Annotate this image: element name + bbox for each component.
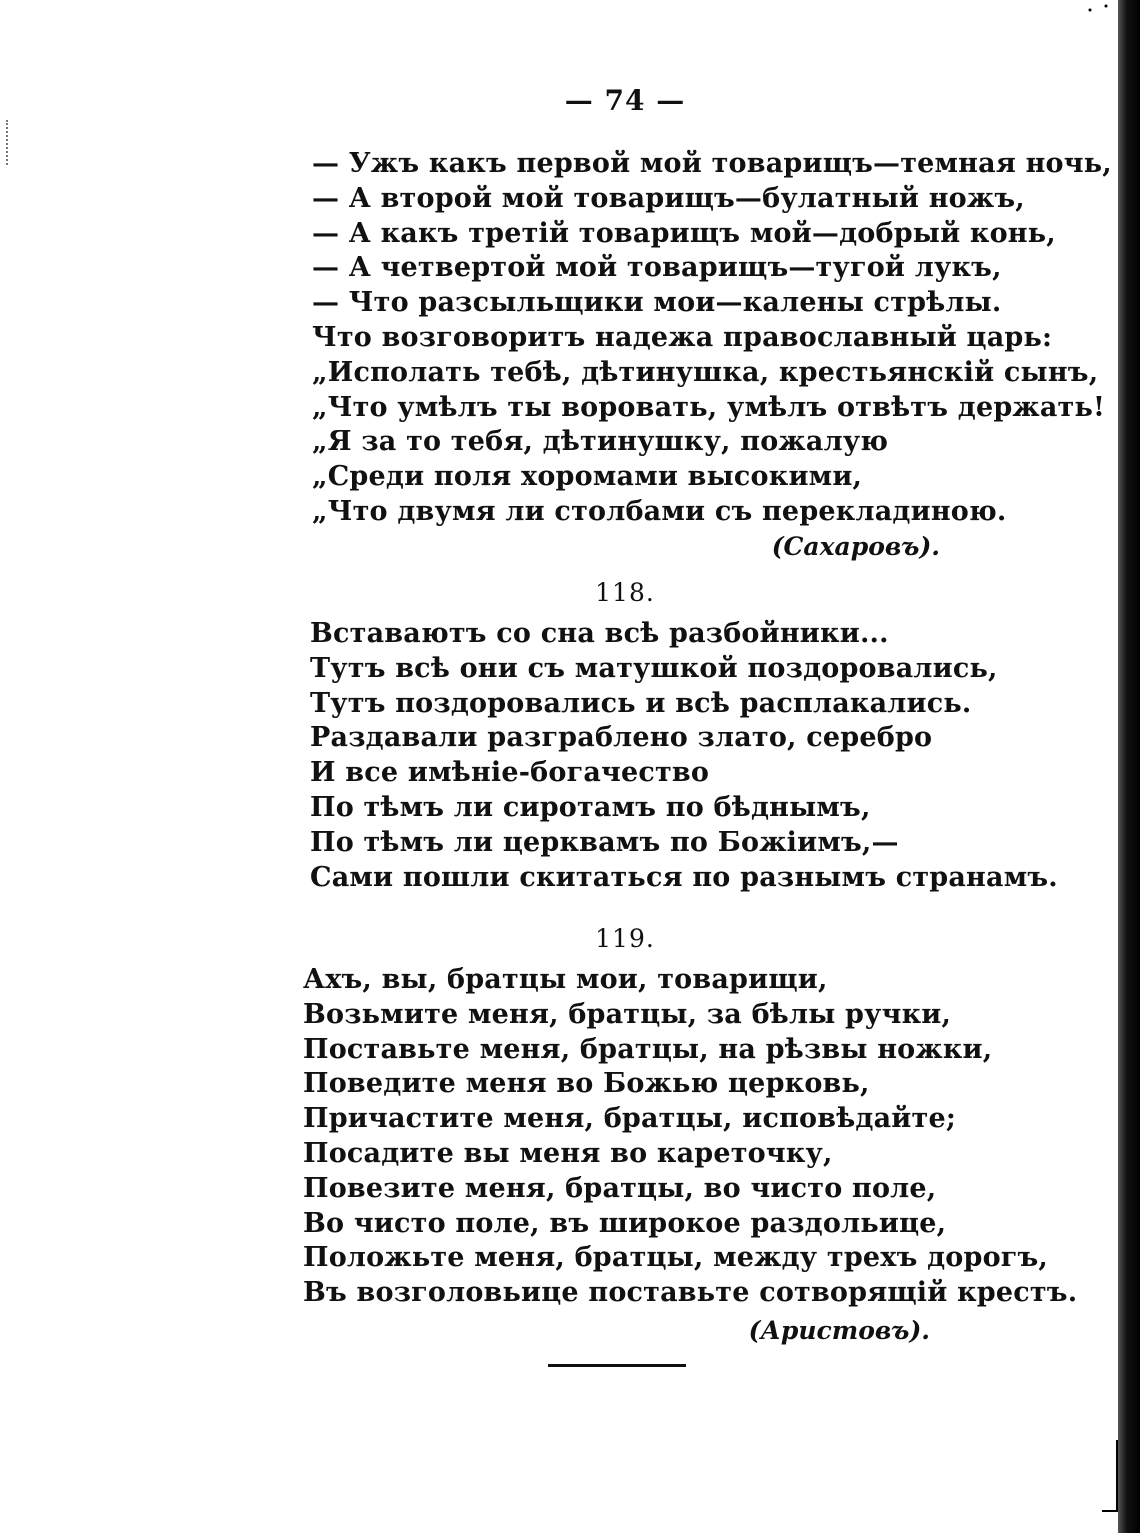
poem-line: „Я за то тебя, дѣтинушку, пожалую bbox=[312, 426, 889, 458]
poem-line: Повезите меня, братцы, во чисто поле, bbox=[303, 1172, 937, 1204]
scan-edge-specks bbox=[1078, 0, 1118, 20]
poem-line: — Ужъ какъ первой мой товарищъ—темная ночь, bbox=[312, 148, 1112, 179]
poem-line: Причастите меня, братцы, исповѣдайте; bbox=[303, 1103, 957, 1135]
poem-line: Сами пошли скитаться по разнымъ странамъ. bbox=[310, 861, 1058, 893]
poem-number-119: 119. bbox=[595, 924, 655, 953]
poem-line: Раздавали разграблено злато, серебро bbox=[310, 722, 933, 754]
page-number: — 74 — bbox=[564, 84, 686, 117]
poem-line: „Исполать тебѣ, дѣтинушка, крестьянскій сынъ, bbox=[312, 356, 1099, 388]
poem-line: — А четвертой мой товарищъ—тугой лукъ, bbox=[312, 252, 1002, 284]
poem-line: „Что умѣлъ ты воровать, умѣлъ отвѣтъ держать! bbox=[312, 391, 1106, 423]
poem-line: Въ возголовьице поставьте сотворящій крестъ. bbox=[303, 1277, 1078, 1309]
poem-line: — Что разсыльщики мои—калены стрѣлы. bbox=[312, 287, 1002, 319]
poem-line: Вставаютъ со сна всѣ разбойники... bbox=[310, 618, 889, 649]
scan-margin-marks bbox=[6, 120, 10, 165]
poem-line: „Что двумя ли столбами съ перекладиною. bbox=[312, 495, 1007, 527]
poem-line: Поставьте меня, братцы, на рѣзвы ножки, bbox=[303, 1033, 993, 1065]
poem-line: Положьте меня, братцы, между трехъ дорогъ, bbox=[303, 1242, 1049, 1274]
poem-line: И все имѣніе-богачество bbox=[310, 757, 710, 789]
poem-118 bbox=[310, 617, 1058, 895]
section-end-rule bbox=[548, 1364, 686, 1367]
poem-line: Тутъ всѣ они съ матушкой поздоровались, bbox=[310, 652, 998, 684]
poem-117-continuation bbox=[312, 147, 1112, 530]
poem-line: По тѣмъ ли сиротамъ по бѣднымъ, bbox=[310, 791, 871, 823]
source-signature: (Аристовъ). bbox=[748, 1316, 930, 1345]
poem-line: Тутъ поздоровались и всѣ расплакались. bbox=[310, 687, 972, 719]
poem-line: Возьмите меня, братцы, за бѣлы ручки, bbox=[303, 998, 952, 1030]
poem-line: Поведите меня во Божью церковь, bbox=[303, 1068, 870, 1100]
scan-right-edge bbox=[1118, 0, 1140, 1533]
poem-line: Ахъ, вы, братцы мои, товарищи, bbox=[303, 964, 828, 995]
poem-line: Во чисто поле, въ широкое раздольице, bbox=[303, 1207, 947, 1239]
poem-number-118: 118. bbox=[595, 578, 655, 607]
poem-line: Посадите вы меня во кареточку, bbox=[303, 1137, 833, 1169]
poem-line: — А какъ третій товарищъ мой—добрый конь, bbox=[312, 217, 1056, 249]
poem-line: „Среди поля хоромами высокими, bbox=[312, 461, 863, 493]
scan-edge-bracket bbox=[1102, 1440, 1118, 1512]
poem-line: — А второй мой товарищъ—булатный ножъ, bbox=[312, 182, 1025, 214]
poem-line: По тѣмъ ли церквамъ по Божіимъ,— bbox=[310, 826, 899, 858]
source-signature: (Сахаровъ). bbox=[771, 532, 940, 561]
poem-line: Что возговоритъ надежа православный царь: bbox=[312, 321, 1053, 353]
poem-119 bbox=[303, 963, 1078, 1311]
